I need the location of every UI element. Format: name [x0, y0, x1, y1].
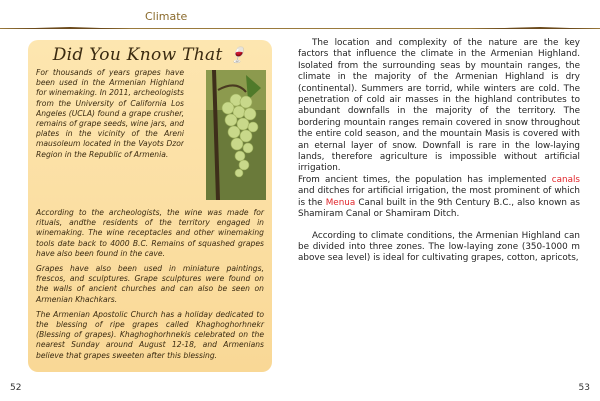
sidebar-paragraph-art: Grapes have also been used in miniature paintings, frescos, and sculptures. Grape sculptures were found on the walls of ancient churches and can also be seen on Armenian Khachkars. — [36, 264, 264, 304]
page-number-right: 53 — [578, 383, 590, 393]
sidebar-paragraph-archeology: According to the archeologists, the wine was made for rituals, andthe residents of the territory engaged in winemaking. The wine receptacles and other winemaking tools date back to 4000 B.C. Remains of squashed grapes have also been found in the cave. — [36, 208, 264, 258]
irrigation-text-2: and ditches for artificial irrigation, the most prominent of which is the — [298, 186, 580, 208]
menua-link[interactable]: Menua — [325, 197, 356, 208]
zones-paragraph: According to climate conditions, the Armenian Highland can be divided into three zones. The low-laying zone (350-1000 m above sea level) is ideal for cultivating grapes, cotton, apricots, — [298, 230, 580, 264]
canals-link[interactable]: canals — [551, 174, 580, 185]
header-rule — [0, 26, 600, 31]
page-header — [0, 0, 600, 30]
did-you-know-box — [28, 40, 272, 372]
climate-paragraph: The location and complexity of the nature are the key factors that influence the climate in the Armenian Highland. Isolated from the surrounding seas by mountain ranges, the climate in the majority of the Armenian Highland is dry (continental). Summers are torrid, while winters are cold. The penetration of cold air masses in the highland contributes to abundant downfalls in the majority of the territory. The bordering mountain ranges remain covered in snow throughout the entire cold season, and the mountain Masis is covered with an eternal layer of snow. Downfall is rare in the low-laying lands, therefore agriculture is impossible without artificial irrigation. — [298, 38, 580, 174]
sidebar-intro-text: For thousands of years grapes have been used in the Armenian Highland for winemaking. In 2011, archeologists from the University of California Los Angeles (UCLA) found a grape crusher, remains of grape seeds, wine jars, and plates in the vicinity of the Areni mausoleum located in the Vayots Dzor Region in the Republic of Armenia. — [36, 68, 184, 159]
sidebar-title-text: Did You Know That — [52, 45, 223, 65]
irrigation-text-3: Canal built in the 9th Century B.C., also known as Shamiram Canal or Shamiram Ditch. — [298, 197, 580, 220]
sidebar-title — [36, 44, 264, 68]
section-title: Climate — [145, 10, 188, 23]
wine-glass-icon: 🍷 — [228, 46, 248, 64]
irrigation-text-1: From ancient times, the population has implemented — [298, 174, 552, 185]
main-text-column — [298, 38, 580, 265]
sidebar-paragraph-church: The Armenian Apostolic Church has a holiday dedicated to the blessing of ripe grapes called Khaghoghorhnekr (Blessing of grapes). Khaghoghorhnekis celebrated on the nearest Sunday around August 12-18, and Armenians believe that grapes sweeten after this blessing. — [36, 309, 264, 360]
irrigation-paragraph — [298, 175, 580, 221]
page-number-left: 52 — [10, 383, 22, 393]
grapes-image — [206, 70, 266, 200]
